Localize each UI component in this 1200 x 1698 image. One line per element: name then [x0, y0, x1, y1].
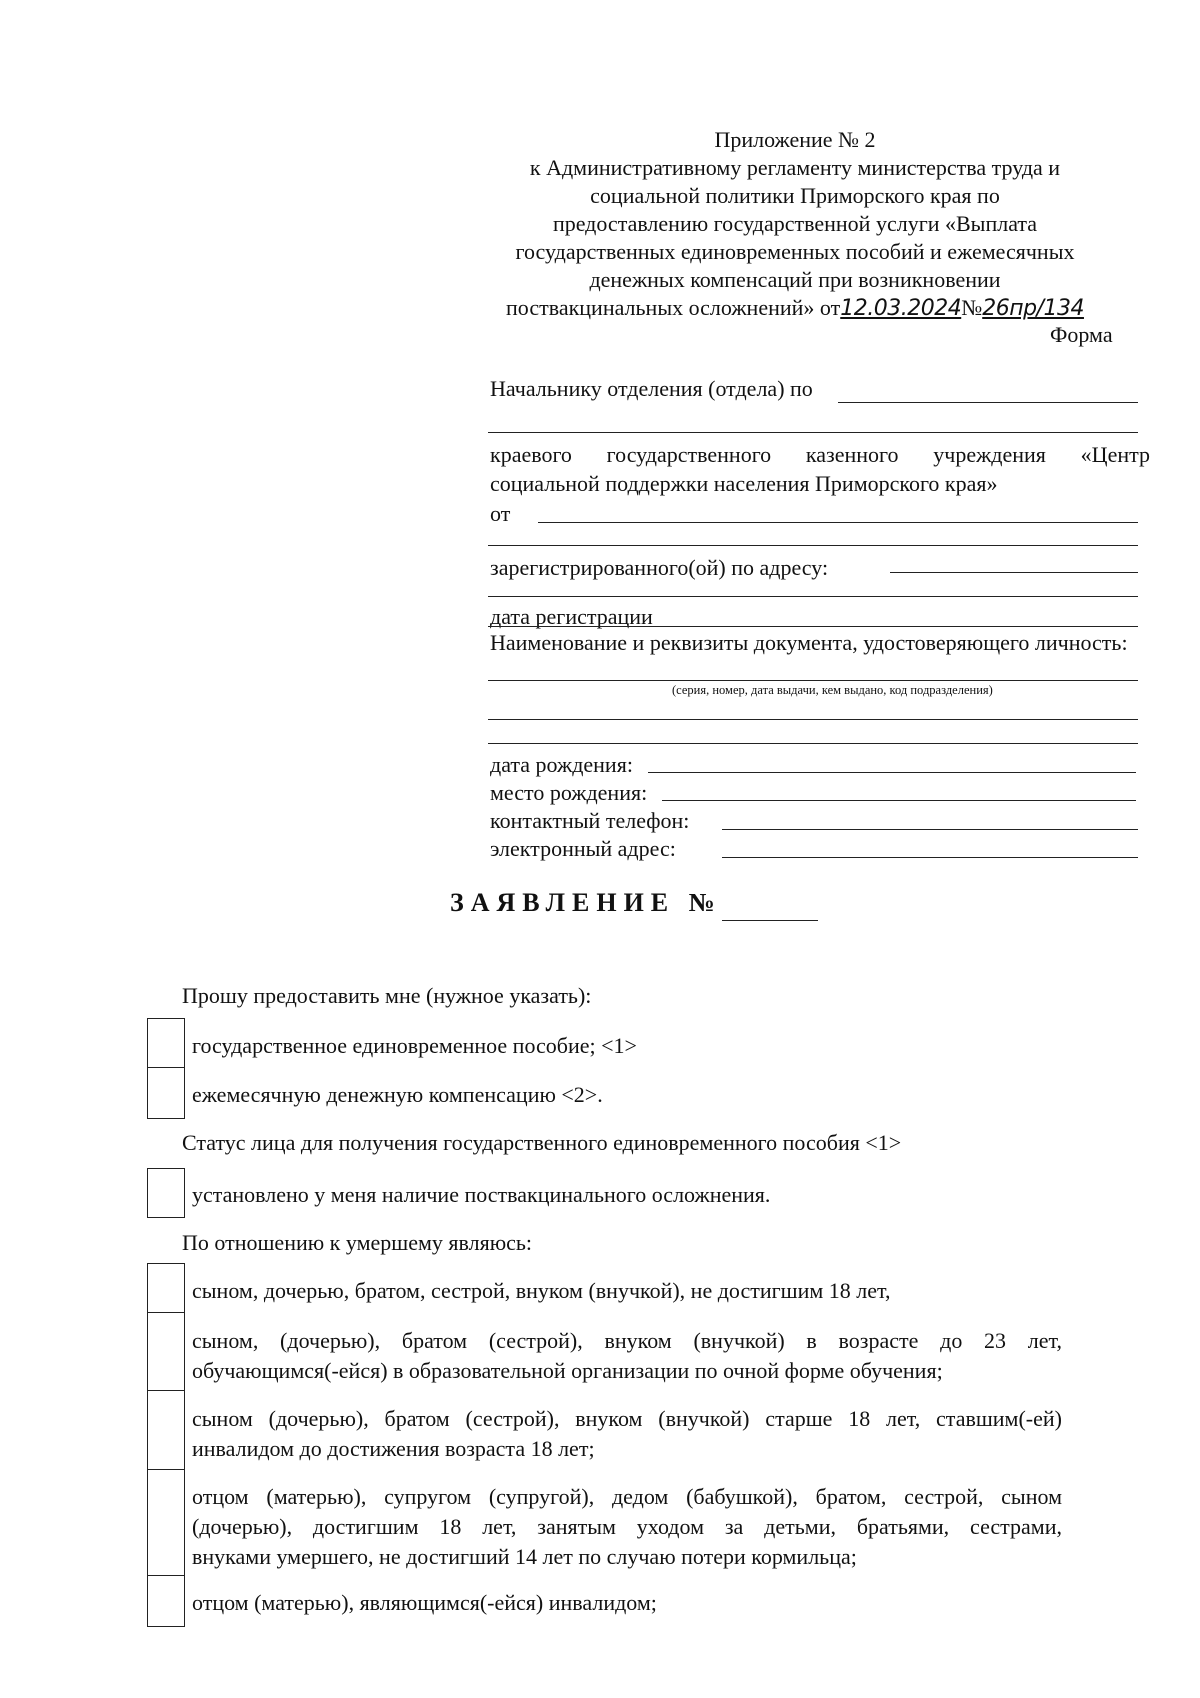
id-doc-fill-line-2[interactable]	[488, 719, 1138, 720]
birth-date-label: дата рождения:	[490, 752, 633, 777]
checkbox-relation-2[interactable]	[147, 1312, 185, 1391]
form-label: Форма	[1050, 322, 1113, 347]
option-monthly: ежемесячную денежную компенсацию <2>.	[192, 1082, 603, 1107]
relation-option-4-line-2: (дочерью), достигшим 18 лет, занятым уходом за детьми, братьями, сестрами,	[192, 1514, 1062, 1539]
from-fill-line[interactable]	[538, 522, 1138, 523]
request-intro: Прошу предоставить мне (нужное указать):	[182, 983, 592, 1008]
id-doc-label: Наименование и реквизиты документа, удостоверяющего личность:	[490, 630, 1128, 655]
number-sign: №	[961, 295, 983, 320]
id-doc-caption: (серия, номер, дата выдачи, кем выдано, код подразделения)	[672, 683, 993, 697]
relation-option-2	[192, 1326, 1062, 1386]
registration-date-line[interactable]	[488, 626, 1138, 627]
handwritten-date: 12.03.2024	[840, 296, 962, 321]
appendix-line-prefix: поствакцинальных осложнений» от	[506, 295, 841, 320]
statement-title	[450, 888, 722, 918]
relation-option-3	[192, 1404, 1062, 1464]
birth-date-line[interactable]	[648, 772, 1136, 773]
appendix-last-line	[506, 295, 1084, 320]
head-fill-line[interactable]	[838, 402, 1138, 403]
relation-intro: По отношению к умершему являюсь:	[182, 1230, 533, 1255]
appendix-line: денежных компенсаций при возникновении	[589, 267, 1001, 292]
relation-option-5: отцом (матерью), являющимся(-ейся) инвалидом;	[192, 1590, 657, 1615]
institution-line-2: социальной поддержки населения Приморского края»	[490, 471, 998, 496]
appendix-line: государственных единовременных пособий и ежемесячных	[515, 239, 1075, 264]
checkbox-lump-sum[interactable]	[147, 1018, 185, 1068]
relation-option-4-line-1: отцом (матерью), супругом (супругой), дедом (бабушкой), братом, сестрой, сыном	[192, 1484, 1062, 1509]
birth-place-line[interactable]	[662, 800, 1136, 801]
relation-option-1: сыном, дочерью, братом, сестрой, внуком (внучкой), не достигшим 18 лет,	[192, 1278, 891, 1303]
handwritten-number: 26пр/134	[982, 296, 1084, 321]
id-doc-fill-line[interactable]	[488, 680, 1138, 681]
address-fill-line-2[interactable]	[488, 596, 1138, 597]
from-label: от	[490, 501, 511, 526]
appendix-title: Приложение № 2	[714, 127, 876, 152]
institution-line-1: краевого государственного казенного учреждения «Центр	[490, 442, 1150, 467]
appendix-line: социальной политики Приморского края по	[590, 183, 1000, 208]
checkbox-complication[interactable]	[147, 1168, 185, 1218]
phone-label: контактный телефон:	[490, 808, 690, 833]
option-complication: установлено у меня наличие поствакцинального осложнения.	[192, 1182, 771, 1207]
relation-option-3-line-2: инвалидом до достижения возраста 18 лет;	[192, 1436, 595, 1461]
head-label: Начальнику отделения (отдела) по	[490, 376, 813, 401]
checkbox-relation-3[interactable]	[147, 1390, 185, 1470]
email-label: электронный адрес:	[490, 836, 676, 861]
phone-line[interactable]	[722, 829, 1138, 830]
status-intro: Статус лица для получения государственного единовременного пособия <1>	[182, 1130, 902, 1155]
id-doc-fill-line-3[interactable]	[488, 743, 1138, 744]
appendix-header	[460, 126, 1130, 323]
checkbox-relation-4[interactable]	[147, 1469, 185, 1576]
relation-option-2-line-2: обучающимся(-ейся) в образовательной организации по очной форме обучения;	[192, 1358, 943, 1383]
registered-label: зарегистрированного(ой) по адресу:	[490, 555, 829, 580]
appendix-line: к Административному регламенту министерства труда и	[529, 155, 1061, 180]
checkbox-relation-1[interactable]	[147, 1263, 185, 1313]
registration-date-label: дата регистрации	[490, 604, 653, 629]
email-line[interactable]	[722, 857, 1138, 858]
relation-option-3-line-1: сыном (дочерью), братом (сестрой), внуком (внучкой) старше 18 лет, ставшим(-ей)	[192, 1406, 1062, 1431]
address-fill-line[interactable]	[890, 572, 1138, 573]
checkbox-monthly[interactable]	[147, 1067, 185, 1119]
birth-place-label: место рождения:	[490, 780, 648, 805]
checkbox-relation-5[interactable]	[147, 1575, 185, 1627]
statement-title-text: ЗАЯВЛЕНИЕ №	[450, 888, 722, 917]
option-lump-sum: государственное единовременное пособие; <1>	[192, 1033, 637, 1058]
from-fill-line-2[interactable]	[488, 545, 1138, 546]
relation-option-2-line-1: сыном, (дочерью), братом (сестрой), внуком (внучкой) в возрасте до 23 лет,	[192, 1328, 1062, 1353]
appendix-line: предоставлению государственной услуги «Выплата	[552, 211, 1038, 236]
relation-option-4	[192, 1482, 1062, 1572]
statement-number-line[interactable]	[722, 920, 818, 921]
head-fill-line-2[interactable]	[488, 432, 1138, 433]
relation-option-4-line-3: внуками умершего, не достигший 14 лет по случаю потери кормильца;	[192, 1544, 857, 1569]
